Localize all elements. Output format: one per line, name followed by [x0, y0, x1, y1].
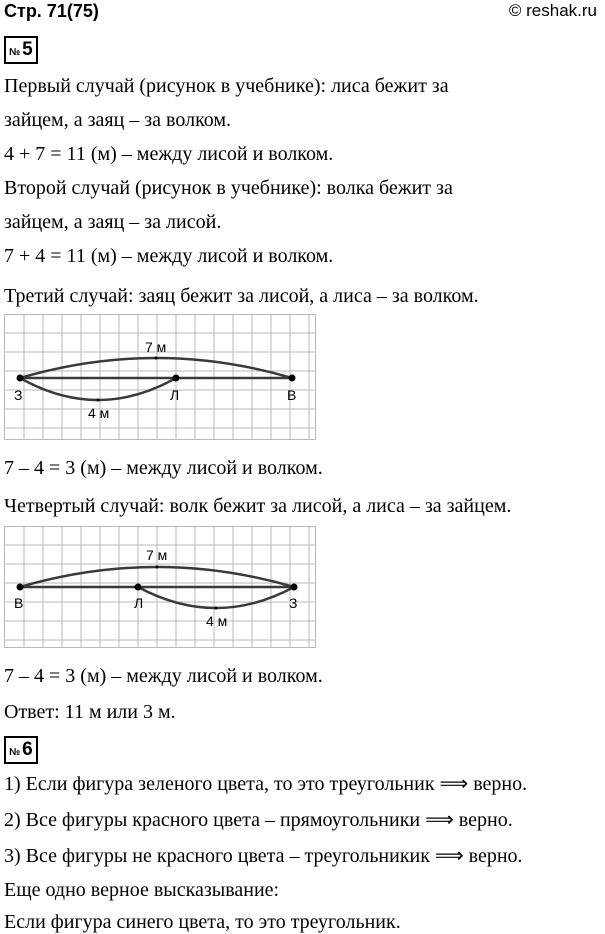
- task6-line-4: Еще одно верное высказывание:: [4, 879, 280, 901]
- task-5-number: 5: [22, 39, 33, 60]
- task5-result-case-4: 7 – 4 = 3 (м) – между лисой и волком.: [4, 665, 323, 687]
- point-hare: [17, 375, 24, 382]
- task6-line-2: 2) Все фигуры красного цвета – прямоугольники ⟹ верно.: [4, 809, 513, 831]
- point-wolf: [289, 375, 296, 382]
- diagram-case-3: [4, 314, 316, 444]
- label-4m: 4 м: [206, 613, 228, 629]
- label-point-2: Л: [170, 387, 180, 403]
- task5-case-4: Четвертый случай: волк бежит за лисой, а лиса – за зайцем.: [4, 495, 512, 517]
- label-7m: 7 м: [145, 339, 167, 355]
- page-reference: Стр. 71(75): [4, 1, 99, 21]
- label-point-1: З: [14, 387, 23, 403]
- label-7m: 7 м: [146, 547, 168, 563]
- point-hare: [291, 584, 298, 591]
- label-point-3: В: [287, 387, 297, 403]
- task5-line-3: 4 + 7 = 11 (м) – между лисой и волком.: [4, 143, 334, 165]
- arc-top: [20, 358, 292, 378]
- diagram-case-4-svg: [4, 526, 316, 652]
- diagram-case-4: [4, 526, 316, 652]
- task6-line-3: 3) Все фигуры не красного цвета – треугольникик ⟹ верно.: [4, 845, 523, 867]
- task6-line-1: 1) Если фигура зеленого цвета, то это треугольник ⟹ верно.: [4, 773, 528, 795]
- task-6-number: 6: [22, 739, 33, 760]
- arc-bottom-midpoint: [97, 399, 100, 402]
- task5-line-4: Второй случай (рисунок в учебнике): волка бежит за: [4, 177, 453, 199]
- arc-bottom-midpoint: [215, 607, 218, 610]
- point-fox: [135, 584, 142, 591]
- label-point-3: З: [289, 595, 298, 611]
- point-wolf: [17, 584, 24, 591]
- label-point-1: В: [14, 595, 24, 611]
- diagram-case-3-svg: [4, 314, 316, 444]
- task5-line-6: 7 + 4 = 11 (м) – между лисой и волком.: [4, 245, 334, 267]
- task5-line-5: зайцем, а заяц – за лисой.: [4, 211, 222, 233]
- task5-line-7: Третий случай: заяц бежит за лисой, а лиса – за волком.: [4, 285, 479, 307]
- arc-top-midpoint: [155, 357, 158, 360]
- arc-top-midpoint: [156, 566, 159, 569]
- number-sign: №: [9, 747, 21, 758]
- task5-line-2: зайцем, а заяц – за волком.: [4, 109, 232, 131]
- label-point-2: Л: [134, 595, 144, 611]
- site-credit: © reshak.ru: [508, 1, 597, 20]
- label-4m: 4 м: [88, 405, 110, 421]
- task5-answer: Ответ: 11 м или 3 м.: [4, 701, 176, 723]
- number-sign: №: [9, 47, 21, 58]
- task6-line-5: Если фигура синего цвета, то это треугольник.: [4, 911, 401, 933]
- task-5-badge: [4, 36, 38, 64]
- point-fox: [173, 375, 180, 382]
- task5-line-1: Первый случай (рисунок в учебнике): лиса бежит за: [4, 75, 449, 97]
- task5-result-case-3: 7 – 4 = 3 (м) – между лисой и волком.: [4, 457, 323, 479]
- task-6-badge: [4, 736, 38, 764]
